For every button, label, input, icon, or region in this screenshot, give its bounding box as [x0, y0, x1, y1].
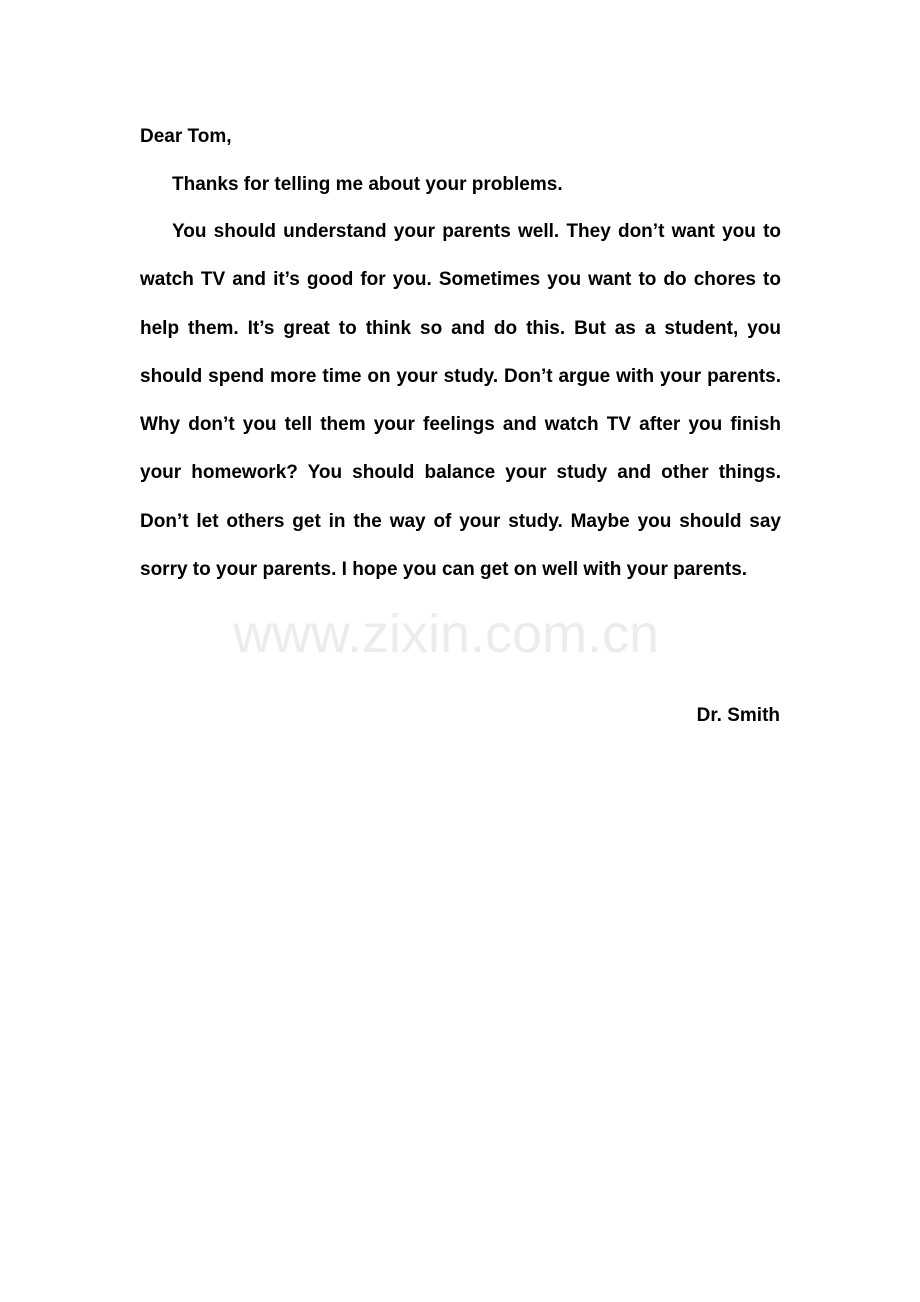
letter-body	[140, 120, 781, 594]
letter-paragraph-2: You should understand your parents well. They don’t want you to watch TV and it’s good for you. Sometimes you want to do chores to help them. It’s great to think so and do this. But as a student, you should spend more time on your study. Don’t argue with your parents. Why don’t you tell them your feelings and watch TV after you finish your homework? You should balance your study and other things. Don’t let others get in the way of your study. Maybe you should say sorry to your parents. I hope you can get on well with your parents.	[140, 221, 781, 581]
letter-salutation: Dear Tom,	[140, 126, 232, 147]
watermark: www.zixin.com.cn	[233, 604, 660, 664]
letter-paragraph-1: Thanks for telling me about your problems.	[172, 174, 563, 195]
letter-signature: Dr. Smith	[696, 705, 780, 726]
